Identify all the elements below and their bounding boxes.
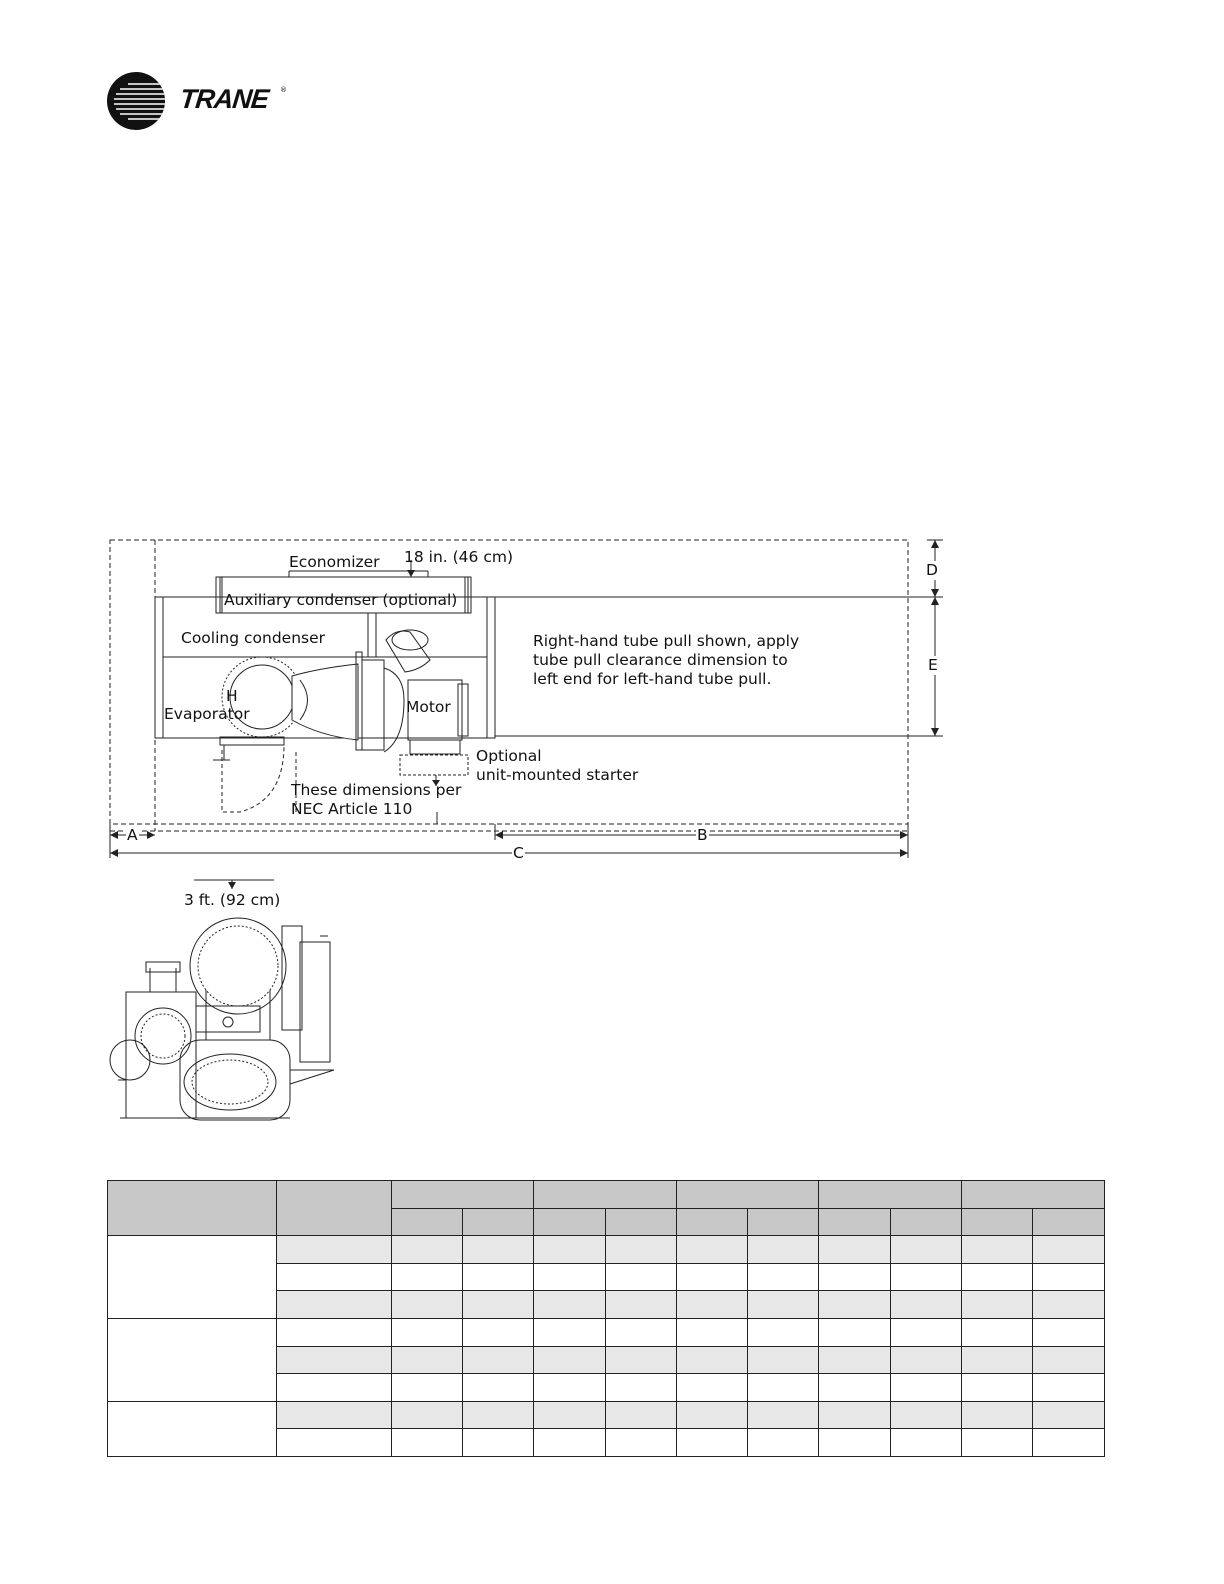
header-cell bbox=[534, 1181, 677, 1209]
aux-condenser-label: Auxiliary condenser (optional) bbox=[224, 591, 458, 609]
end-view-drawing bbox=[110, 918, 334, 1120]
nec-note-line-1: These dimensions per bbox=[291, 781, 462, 799]
starter-outline bbox=[400, 755, 468, 775]
starter-label-line-1: Optional bbox=[476, 747, 542, 765]
table-row bbox=[108, 1318, 1105, 1346]
dimension-d-label: D bbox=[926, 561, 938, 579]
left-tube-sheet bbox=[155, 597, 163, 738]
dimension-b-label: B bbox=[697, 826, 708, 844]
table-header-row bbox=[108, 1181, 1105, 1209]
trane-logo bbox=[106, 70, 286, 132]
header-cell bbox=[819, 1181, 962, 1209]
table-row bbox=[108, 1401, 1105, 1429]
tube-pull-note-line-1: Right-hand tube pull shown, apply bbox=[533, 632, 800, 650]
top-clearance-label: 18 in. (46 cm) bbox=[404, 548, 513, 566]
dimension-a-label: A bbox=[127, 826, 138, 844]
brand-wordmark: TRANE bbox=[178, 84, 270, 114]
evaporator-label: Evaporator bbox=[164, 705, 250, 723]
header-cell bbox=[392, 1181, 534, 1209]
clearance-dimension-table bbox=[107, 1180, 1105, 1457]
h-label: H bbox=[226, 687, 238, 705]
starter-label-line-2: unit-mounted starter bbox=[476, 766, 639, 784]
cooling-condenser-label: Cooling condenser bbox=[181, 629, 326, 647]
dimension-c-label: C bbox=[513, 844, 524, 862]
header-cell bbox=[962, 1181, 1105, 1209]
header-cell bbox=[108, 1181, 277, 1236]
economizer-label: Economizer bbox=[289, 553, 380, 571]
right-tube-sheet bbox=[487, 597, 495, 738]
tube-pull-note-line-2: tube pull clearance dimension to bbox=[533, 651, 788, 669]
header-cell bbox=[677, 1181, 819, 1209]
end-view-clearance-label: 3 ft. (92 cm) bbox=[184, 891, 281, 909]
header-cell bbox=[277, 1181, 392, 1236]
motor-label: Motor bbox=[406, 698, 451, 716]
nec-note-line-2: NEC Article 110 bbox=[291, 800, 413, 818]
registered-mark: ® bbox=[280, 86, 287, 94]
trane-globe-icon bbox=[106, 70, 168, 132]
tube-pull-note-line-3: left end for left-hand tube pull. bbox=[533, 670, 772, 688]
dimension-e-label: E bbox=[928, 656, 938, 674]
table-row bbox=[108, 1236, 1105, 1264]
